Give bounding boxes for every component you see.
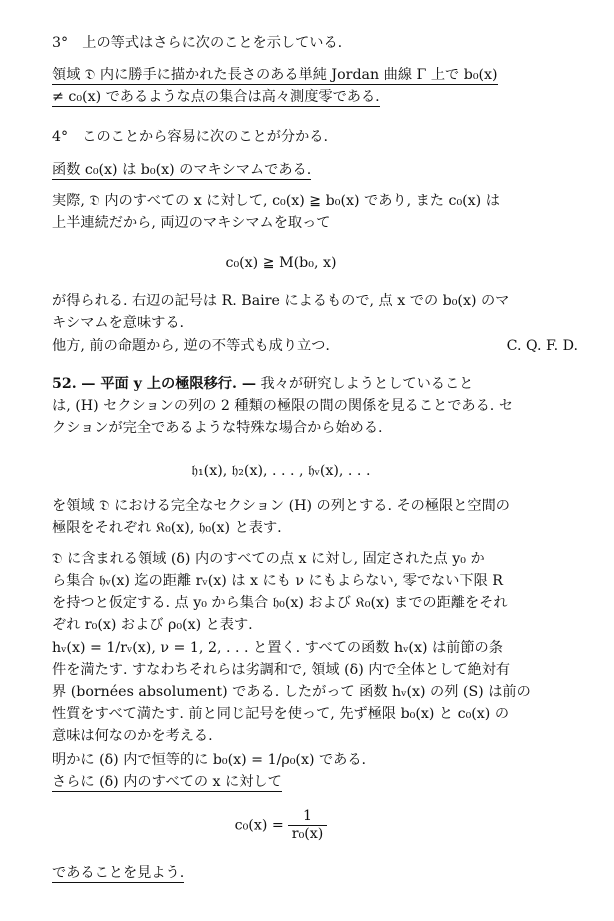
- text-line: 明かに (δ) 内で恒等的に b₀(x) = 1/ρ₀(x) である.: [52, 752, 367, 768]
- section-number: 52.: [52, 376, 77, 392]
- fraction-denominator: r₀(x): [291, 826, 324, 842]
- text-span: 我々が研究しようとしていること: [260, 376, 474, 392]
- text-line: ら集合 𝔥ᵥ(x) 迄の距離 rᵥ(x) は x にも ν にもよらない, 零でない下限 R: [52, 573, 503, 589]
- equation-lhs: c₀(x) =: [234, 817, 284, 834]
- underlined-statement-line-2: [0, 88, 614, 106]
- text-line: 界 (bornées absolument) である. したがって 函数 hᵥ(x) の列 (S) は前の: [52, 684, 531, 700]
- fraction: [288, 808, 328, 843]
- text-line: は, (H) セクションの列の 2 種類の極限の間の関係を見ることである. セ: [52, 398, 514, 414]
- text-line: hᵥ(x) = 1/rᵥ(x), ν = 1, 2, . . . と置く. すべての函数 hᵥ(x) は前節の条: [52, 640, 503, 656]
- text-line: ぞれ r₀(x) および ρ₀(x) と表す.: [52, 617, 253, 633]
- section-heading: [0, 375, 614, 393]
- text-line: 性質をすべて満たす. 前と同じ記号を使って, 先ず極限 b₀(x) と c₀(x) の: [52, 706, 510, 722]
- text-line: 上半連続だから, 両辺のマキシマムを取って: [52, 215, 331, 231]
- text-line: 意味は何なのかを考える.: [52, 728, 213, 744]
- text-line: 実際, 𝔇 内のすべての x に対して, c₀(x) ≧ b₀(x) であり, また c₀(x) は: [52, 193, 500, 209]
- underlined-statement: [0, 773, 614, 791]
- text-line: 件を満たす. すなわちそれらは劣調和で, 領域 (δ) 内で全体として絶対有: [52, 662, 511, 678]
- qed-mark: C. Q. F. D.: [506, 338, 578, 354]
- text-line: 𝔇 に含まれる領域 (δ) 内のすべての点 x に対し, 固定された点 y₀ か: [52, 551, 485, 567]
- fraction-numerator: 1: [288, 808, 328, 826]
- text-line: 極限をそれぞれ 𝔎₀(x), 𝔥₀(x) と表す.: [52, 520, 282, 536]
- equation-3: [0, 808, 562, 843]
- text-line: キシマムを意味する.: [52, 315, 185, 331]
- equation-2: 𝔥₁(x), 𝔥₂(x), . . . , 𝔥ᵥ(x), . . .: [191, 463, 371, 479]
- text-line: [0, 864, 614, 882]
- section-title: — 平面 y 上の極限移行. —: [81, 376, 257, 392]
- paragraph-3: 3° 上の等式はさらに次のことを示している.: [52, 35, 343, 51]
- statement-text: ≠ c₀(x) であるような点の集合は高々測度零である.: [52, 89, 380, 105]
- text-line: が得られる. 右辺の記号は R. Baire によるもので, 点 x での b₀(x) のマ: [52, 293, 510, 309]
- statement-text: であることを見よう.: [52, 865, 185, 881]
- text-line: [0, 337, 614, 355]
- statement-text: 領域 𝔇 内に勝手に描かれた長さのある単純 Jordan 曲線 Γ 上で b₀(x): [52, 67, 498, 83]
- equation-1: c₀(x) ≧ M(b₀, x): [225, 255, 337, 271]
- text-span: 他方, 前の命題から, 逆の不等式も成り立つ.: [52, 338, 330, 354]
- underlined-statement-line-1: [0, 66, 614, 84]
- statement-text: さらに (δ) 内のすべての x に対して: [52, 774, 282, 790]
- statement-text: 函数 c₀(x) は b₀(x) のマキシマムである.: [52, 162, 312, 178]
- text-line: クションが完全であるような特殊な場合から始める.: [52, 420, 383, 436]
- text-line: を領域 𝔇 における完全なセクション (H) の列とする. その極限と空間の: [52, 498, 510, 514]
- underlined-statement: [0, 161, 614, 179]
- text-line: を持つと仮定する. 点 y₀ から集合 𝔥₀(x) および 𝔎₀(x) までの距離をそれ: [52, 595, 508, 611]
- paragraph-4: 4° このことから容易に次のことが分かる.: [52, 129, 329, 145]
